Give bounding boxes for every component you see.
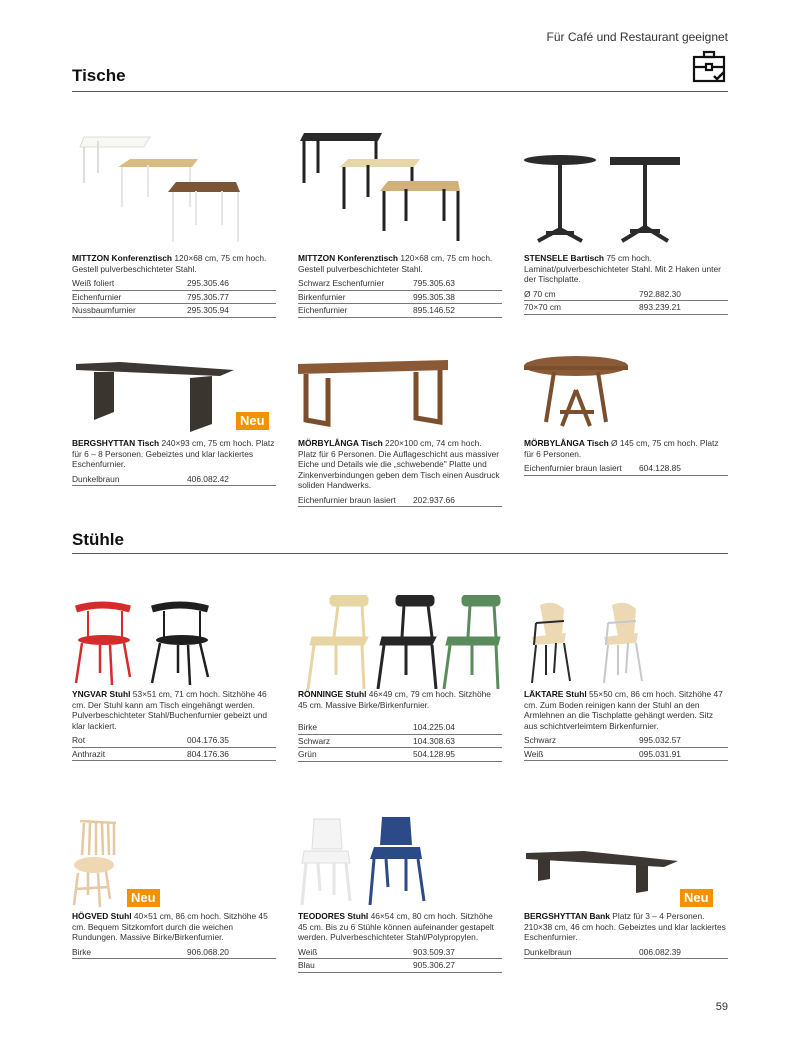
variant-table (524, 288, 728, 315)
variant-table (72, 277, 276, 318)
article-number: 804.176.36 (187, 748, 229, 759)
article-number: 995.032.57 (639, 735, 681, 746)
article-number: 095.031.91 (639, 748, 681, 759)
product-image (524, 125, 728, 253)
product-card (298, 815, 502, 973)
variant-label: Blau (298, 960, 315, 971)
product-details: 240×93 cm, 75 cm hoch. Platz für 6 – 8 Personen. Gebeiztes und klar lackiertes Eschenfurnier. (72, 438, 275, 470)
product-details: 75 cm hoch. Laminat/pulverbeschichteter Stahl. Mit 2 Haken unter der Tischplatte. (524, 253, 721, 285)
product-name: TEODORES Stuhl (298, 911, 369, 921)
variant-label: Grün (298, 749, 317, 760)
product-card (298, 595, 502, 762)
new-badge: Neu (127, 889, 160, 907)
product-card (72, 350, 276, 486)
variant-label: Dunkelbraun (72, 473, 120, 484)
new-badge: Neu (236, 412, 269, 430)
article-number: 295.305.94 (187, 305, 229, 316)
variant-row (72, 748, 276, 762)
product-details: Platz für 3 – 4 Personen. 210×38 cm, 46 cm hoch. Gebeiztes und klar lackiertes Eschenfurnier. (524, 911, 726, 943)
variant-label: Dunkelbraun (524, 946, 572, 957)
product-card (524, 815, 728, 959)
laktare-chairs-image (524, 595, 728, 689)
product-card (524, 125, 728, 315)
article-number: 006.082.39 (639, 946, 681, 957)
mittzon-black-tables-image (298, 125, 502, 253)
variant-table (298, 277, 502, 318)
product-details: Ø 145 cm, 75 cm hoch. Platz für 6 Personen. (524, 438, 719, 459)
article-number: 295.305.46 (187, 278, 229, 289)
article-number: 406.082.42 (187, 473, 229, 484)
article-number: 504.128.95 (413, 749, 455, 760)
variant-row (298, 494, 502, 508)
variant-label: Birkenfurnier (298, 291, 346, 302)
morbylanga-round-table-image (524, 350, 728, 438)
product-description (298, 253, 502, 274)
hogved-chair-image (72, 815, 276, 911)
product-image (298, 815, 502, 911)
variant-row (298, 959, 502, 973)
variant-table (524, 462, 728, 476)
section-title-tische: Tische (72, 66, 126, 85)
product-description (72, 253, 276, 274)
product-details: 120×68 cm, 75 cm hoch. Gestell pulverbeschichteter Stahl. (72, 253, 267, 274)
variant-row (298, 304, 502, 318)
product-name: MITTZON Konferenztisch (72, 253, 173, 263)
article-number: 893.239.21 (639, 302, 681, 313)
article-number: 795.305.63 (413, 278, 455, 289)
product-details: 55×50 cm, 86 cm hoch. Sitzhöhe 47 cm. Zum Boden reinigen kann der Stuhl an den Armlehnen an die Tischplatte gehängt werden. Sitz aus schichtverleimtem Birkenfurnier. (524, 689, 723, 731)
variant-row (72, 291, 276, 305)
article-number: 004.176.35 (187, 735, 229, 746)
product-name: MÖRBYLÅNGA Tisch (524, 438, 609, 448)
variant-row (298, 277, 502, 291)
stensele-bar-tables-image (524, 125, 728, 253)
product-image (298, 350, 502, 438)
article-number: 202.937.66 (413, 494, 455, 505)
article-number: 905.306.27 (413, 960, 455, 971)
product-card (298, 350, 502, 507)
variant-label: Nussbaumfurnier (72, 305, 136, 316)
product-description (524, 911, 728, 943)
product-description (72, 438, 276, 470)
article-number: 104.308.63 (413, 735, 455, 746)
variant-table (72, 734, 276, 761)
variant-row (524, 748, 728, 762)
variant-label: Schwarz (524, 735, 557, 746)
product-name: RÖNNINGE Stuhl (298, 689, 367, 699)
page-header-note: Für Café und Restaurant geeignet (546, 30, 728, 44)
product-details: 120×68 cm, 75 cm hoch. Gestell pulverbeschichteter Stahl. (298, 253, 493, 274)
product-name: STENSELE Bartisch (524, 253, 605, 263)
variant-row (298, 721, 502, 735)
product-image (72, 125, 276, 253)
yngvar-chairs-image (72, 595, 276, 689)
product-image (72, 350, 276, 438)
variant-table (524, 946, 728, 960)
variant-label: Eichenfurnier braun lasiert (298, 494, 396, 505)
teodores-chairs-image (298, 815, 502, 911)
product-name: BERGSHYTTAN Bank (524, 911, 610, 921)
product-image (298, 125, 502, 253)
ronninge-chairs-image (298, 595, 502, 689)
variant-table (298, 946, 502, 973)
variant-row (298, 735, 502, 749)
variant-label: Birke (72, 946, 92, 957)
variant-row (298, 946, 502, 960)
briefcase-check-icon (692, 50, 728, 84)
product-description (298, 689, 502, 710)
variant-label: 70×70 cm (524, 302, 562, 313)
article-number: 104.225.04 (413, 722, 455, 733)
product-image (524, 595, 728, 689)
product-description (524, 253, 728, 285)
variant-row (524, 462, 728, 476)
product-details: 46×54 cm, 80 cm hoch. Sitzhöhe 45 cm. Bis zu 6 Stühle können aufeinander gestapelt werden. Pulverbeschichteter Stahl/Polypropylen. (298, 911, 495, 943)
new-badge: Neu (680, 889, 713, 907)
product-card (72, 815, 276, 959)
product-details: 53×51 cm, 71 cm hoch. Sitzhöhe 46 cm. Der Stuhl kann am Tisch eingehängt werden. Pulverbeschichteter Stahl/Buchenfurnier gebeizt und klar lackiert. (72, 689, 268, 731)
product-description (524, 689, 728, 731)
product-description (524, 438, 728, 459)
variant-row (298, 748, 502, 762)
article-number: 995.305.38 (413, 291, 455, 302)
variant-label: Eichenfurnier (298, 305, 348, 316)
variant-label: Weiß (524, 748, 544, 759)
article-number: 604.128.85 (639, 463, 681, 474)
product-name: HÖGVED Stuhl (72, 911, 132, 921)
variant-table (72, 946, 276, 960)
variant-row (524, 288, 728, 302)
variant-label: Weiß (298, 946, 318, 957)
product-description (72, 689, 276, 731)
product-card (298, 125, 502, 318)
product-name: LÄKTARE Stuhl (524, 689, 587, 699)
variant-table (298, 721, 502, 762)
product-details: 40×51 cm, 86 cm hoch. Sitzhöhe 45 cm. Bequem Sitzkomfort durch die weichen Rundungen. Massive Birke/Birkenfurnier. (72, 911, 268, 943)
variant-row (72, 473, 276, 487)
product-image (298, 595, 502, 689)
product-image (72, 815, 276, 911)
product-description (72, 911, 276, 943)
article-number: 903.509.37 (413, 946, 455, 957)
variant-label: Birke (298, 722, 318, 733)
variant-label: Schwarz Eschenfurnier (298, 278, 385, 289)
section-divider (72, 91, 728, 92)
product-details: 46×49 cm, 79 cm hoch. Sitzhöhe 45 cm. Massive Birke/Birkenfurnier. (298, 689, 491, 710)
product-description (298, 438, 502, 491)
product-name: MITTZON Konferenztisch (298, 253, 399, 263)
article-number: 795.305.77 (187, 291, 229, 302)
article-number: 792.882.30 (639, 288, 681, 299)
variant-label: Weiß foliert (72, 278, 115, 289)
mittzon-tables-image (72, 125, 276, 253)
product-image (72, 595, 276, 689)
product-image (524, 350, 728, 438)
variant-label: Rot (72, 735, 86, 746)
product-card (72, 595, 276, 761)
variant-row (72, 304, 276, 318)
variant-row (72, 734, 276, 748)
variant-row (524, 301, 728, 315)
variant-row (298, 291, 502, 305)
variant-row (524, 734, 728, 748)
variant-table (298, 494, 502, 508)
product-name: YNGVAR Stuhl (72, 689, 131, 699)
variant-table (524, 734, 728, 761)
article-number: 895.146.52 (413, 305, 455, 316)
product-card (524, 595, 728, 761)
product-name: MÖRBYLÅNGA Tisch (298, 438, 383, 448)
variant-row (72, 946, 276, 960)
variant-label: Eichenfurnier braun lasiert (524, 463, 622, 474)
product-card (72, 125, 276, 318)
product-name: BERGSHYTTAN Tisch (72, 438, 160, 448)
variant-label: Eichenfurnier (72, 291, 122, 302)
section-title-stuehle: Stühle (72, 530, 124, 549)
product-details: 220×100 cm, 74 cm hoch. Platz für 6 Personen. Die Auflageschicht aus massiver Eiche und Details wie die „schwebende" Platte und Zinkenverbindungen geben dem Tisch einen Ausdruck soliden Handwerks. (298, 438, 500, 491)
section-divider (72, 553, 728, 554)
morbylanga-rect-table-image (298, 350, 502, 438)
variant-row (72, 277, 276, 291)
page-number: 59 (715, 1001, 728, 1013)
product-description (298, 911, 502, 943)
variant-label: Anthrazit (72, 748, 106, 759)
variant-table (72, 473, 276, 487)
article-number: 906.068.20 (187, 946, 229, 957)
variant-label: Schwarz (298, 735, 331, 746)
variant-label: Ø 70 cm (524, 288, 556, 299)
variant-row (524, 946, 728, 960)
product-image (524, 815, 728, 911)
product-card (524, 350, 728, 476)
